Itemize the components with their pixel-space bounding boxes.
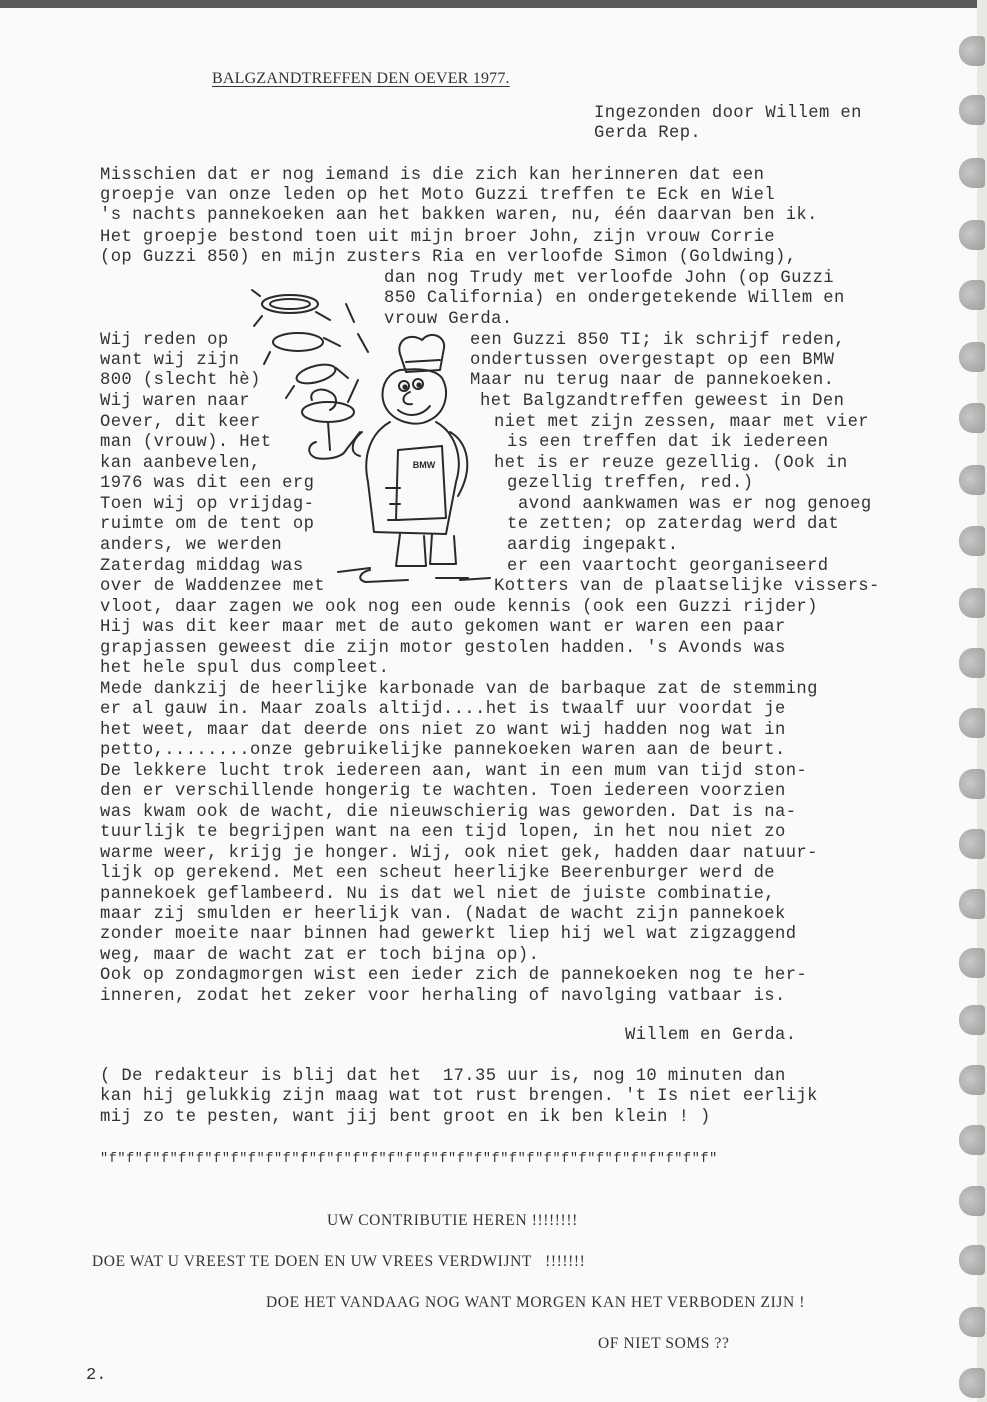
article-line: er al gauw in. Maar zoals altijd....het is twaalf uur voordat je — [100, 700, 786, 719]
article-line: kan aanbevelen, — [100, 454, 261, 473]
binder-hole — [959, 1005, 985, 1035]
pancake-icon — [273, 333, 323, 351]
editor-note-line: mij zo te pesten, want jij bent groot en ik ben klein ! ) — [100, 1108, 711, 1127]
article-line: grapjassen geweest die zijn motor gestolen hadden. 's Avonds was — [100, 639, 786, 658]
article-line: over de Waddenzee met — [100, 577, 325, 596]
binder-hole — [959, 588, 985, 618]
binder-hole — [959, 948, 985, 978]
binder-hole — [959, 889, 985, 919]
article-line: te zetten; op zaterdag werd dat — [507, 515, 840, 534]
binder-hole — [959, 465, 985, 495]
article-line: Wij waren naar — [100, 392, 250, 411]
binder-hole — [959, 158, 985, 188]
binder-hole — [959, 1065, 985, 1095]
pancake-icon — [295, 361, 338, 387]
article-line: Maar nu terug naar de pannekoeken. — [470, 371, 835, 390]
submitted-by-line: Ingezonden door Willem en — [594, 104, 862, 123]
article-line: den er verschillende hongerig te wachten. Toen iedereen voorzien — [100, 782, 786, 801]
article-line: 850 California) en ondergetekende Willem en — [384, 289, 845, 308]
article-line: lijk op gerekend. Met een scheut heerlijke Beerenburger werd de — [100, 864, 775, 883]
binder-hole — [959, 829, 985, 859]
article-line: weg, maar de wacht zat er toch bijna op). — [100, 946, 540, 965]
article-line: is een treffen dat ik iedereen — [507, 433, 829, 452]
binder-hole — [959, 526, 985, 556]
article-line: maar zij smulden er heerlijk van. (Nadat de wacht zijn pannekoek — [100, 905, 786, 924]
signature: Willem en Gerda. — [625, 1026, 797, 1045]
article-line: was kwam ook de wacht, die nieuwschierig was geworden. Dat is na- — [100, 803, 797, 822]
article-line: Toen wij op vrijdag- — [100, 495, 315, 514]
binder-hole — [959, 1368, 985, 1398]
article-line: avond aankwamen was er nog genoeg — [518, 495, 872, 514]
pancake-chef-illustration — [250, 282, 500, 592]
article-line: Kotters van de plaatselijke vissers- — [494, 577, 880, 596]
editor-note-line: ( De redakteur is blij dat het 17.35 uur is, nog 10 minuten dan — [100, 1067, 786, 1086]
article-line: tuurlijk te begrijpen want na een tijd lopen, in het nou niet zo — [100, 823, 786, 842]
slogan-line: DOE WAT U VREEST TE DOEN EN UW VREES VERDWIJNT !!!!!!! — [92, 1253, 586, 1270]
article-line: gezellig treffen, red.) — [507, 474, 754, 493]
article-line: zonder moeite naar binnen had gewerkt liep hij wel wat zigzaggend — [100, 925, 797, 944]
article-line: man (vrouw). Het — [100, 433, 272, 452]
article-line: De lekkere lucht trok iedereen aan, want in een mum van tijd ston- — [100, 762, 808, 781]
article-line: het is er reuze gezellig. (Ook in — [494, 454, 848, 473]
binder-hole — [959, 95, 985, 125]
apron-label: BMW — [412, 460, 436, 470]
article-line: Het groepje bestond toen uit mijn broer John, zijn vrouw Corrie — [100, 228, 775, 247]
submitted-by-line: Gerda Rep. — [594, 124, 702, 143]
article-line: vloot, daar zagen we ook nog een oude kennis (ook een Guzzi rijder) — [100, 598, 818, 617]
binder-hole — [959, 36, 985, 66]
article-line: 's nachts pannekoeken aan het bakken waren, nu, één daarvan ben ik. — [100, 206, 818, 225]
article-line: vrouw Gerda. — [384, 310, 513, 329]
article-line: Mede dankzij de heerlijke karbonade van de barbaque zat de stemming — [100, 680, 818, 699]
article-line: pannekoek geflambeerd. Nu is dat wel niet de juiste combinatie, — [100, 885, 775, 904]
page-top-edge — [0, 0, 987, 8]
slogan-line: UW CONTRIBUTIE HEREN !!!!!!!! — [327, 1212, 578, 1229]
article-line: ondertussen overgestapt op een BMW — [470, 351, 835, 370]
article-line: Misschien dat er nog iemand is die zich kan herinneren dat een — [100, 166, 765, 185]
binder-hole — [959, 708, 985, 738]
article-line: aardig ingepakt. — [507, 536, 679, 555]
article-line: Zaterdag middag was — [100, 557, 304, 576]
decorative-divider: "f"f"f"f"f"f"f"f"f"f"f"f"f"f"f"f"f"f"f"f"f"f"f"f"f"f"f"f"f"f"f"f"f"f"f" — [100, 1152, 718, 1167]
article-line: het weet, maar dat deerde ons niet zo want wij hadden nog wat in — [100, 721, 786, 740]
article-line: groepje van onze leden op het Moto Guzzi treffen te Eck en Wiel — [100, 186, 775, 205]
article-line: 800 (slecht hè) — [100, 371, 261, 390]
article-line: Wij reden op — [100, 331, 229, 350]
chef-hat-icon — [399, 335, 444, 372]
binder-hole — [959, 1186, 985, 1216]
binder-hole — [959, 1125, 985, 1155]
article-line: anders, we werden — [100, 536, 283, 555]
article-line: Hij was dit keer maar met de auto gekomen want er waren een paar — [100, 618, 786, 637]
editor-note-line: kan hij gelukkig zijn maag wat tot rust brengen. 't Is niet eerlijk — [100, 1087, 818, 1106]
binder-hole — [959, 403, 985, 433]
article-line: want wij zijn — [100, 351, 240, 370]
article-line: het hele spul dus compleet. — [100, 659, 390, 678]
article-line: Ook op zondagmorgen wist een ieder zich de pannekoeken nog te her- — [100, 966, 808, 985]
binder-hole — [959, 280, 985, 310]
frying-pan-icon — [302, 402, 354, 422]
binder-hole — [959, 648, 985, 678]
article-line: het Balgzandtreffen geweest in Den — [480, 392, 845, 411]
binder-hole — [959, 1307, 985, 1337]
slogan-line: OF NIET SOMS ?? — [598, 1335, 730, 1352]
article-line: er een vaartocht georganiseerd — [507, 557, 829, 576]
article-line: een Guzzi 850 TI; ik schrijf reden, — [470, 331, 845, 350]
binder-hole — [959, 1245, 985, 1275]
article-line: ruimte om de tent op — [100, 515, 315, 534]
article-line: niet met zijn zessen, maar met vier — [494, 413, 869, 432]
binder-hole — [959, 220, 985, 250]
article-line: dan nog Trudy met verloofde John (op Guzzi — [384, 269, 834, 288]
article-line: warme weer, krijg je honger. Wij, ook niet gek, hadden daar natuur- — [100, 844, 818, 863]
article-line: inneren, zodat het zeker voor herhaling of navolging vatbaar is. — [100, 987, 786, 1006]
article-line: 1976 was dit een erg — [100, 474, 315, 493]
article-title: BALGZANDTREFFEN DEN OEVER 1977. — [212, 70, 510, 87]
article-line: Oever, dit keer — [100, 413, 261, 432]
article-line: (op Guzzi 850) en mijn zusters Ria en verloofde Simon (Goldwing), — [100, 248, 797, 267]
slogan-line: DOE HET VANDAAG NOG WANT MORGEN KAN HET VERBODEN ZIJN ! — [266, 1294, 806, 1311]
binder-hole — [959, 769, 985, 799]
article-line: petto,........onze gebruikelijke pannekoeken waren aan de beurt. — [100, 741, 786, 760]
page-number: 2. — [86, 1366, 107, 1385]
binder-hole — [959, 342, 985, 372]
